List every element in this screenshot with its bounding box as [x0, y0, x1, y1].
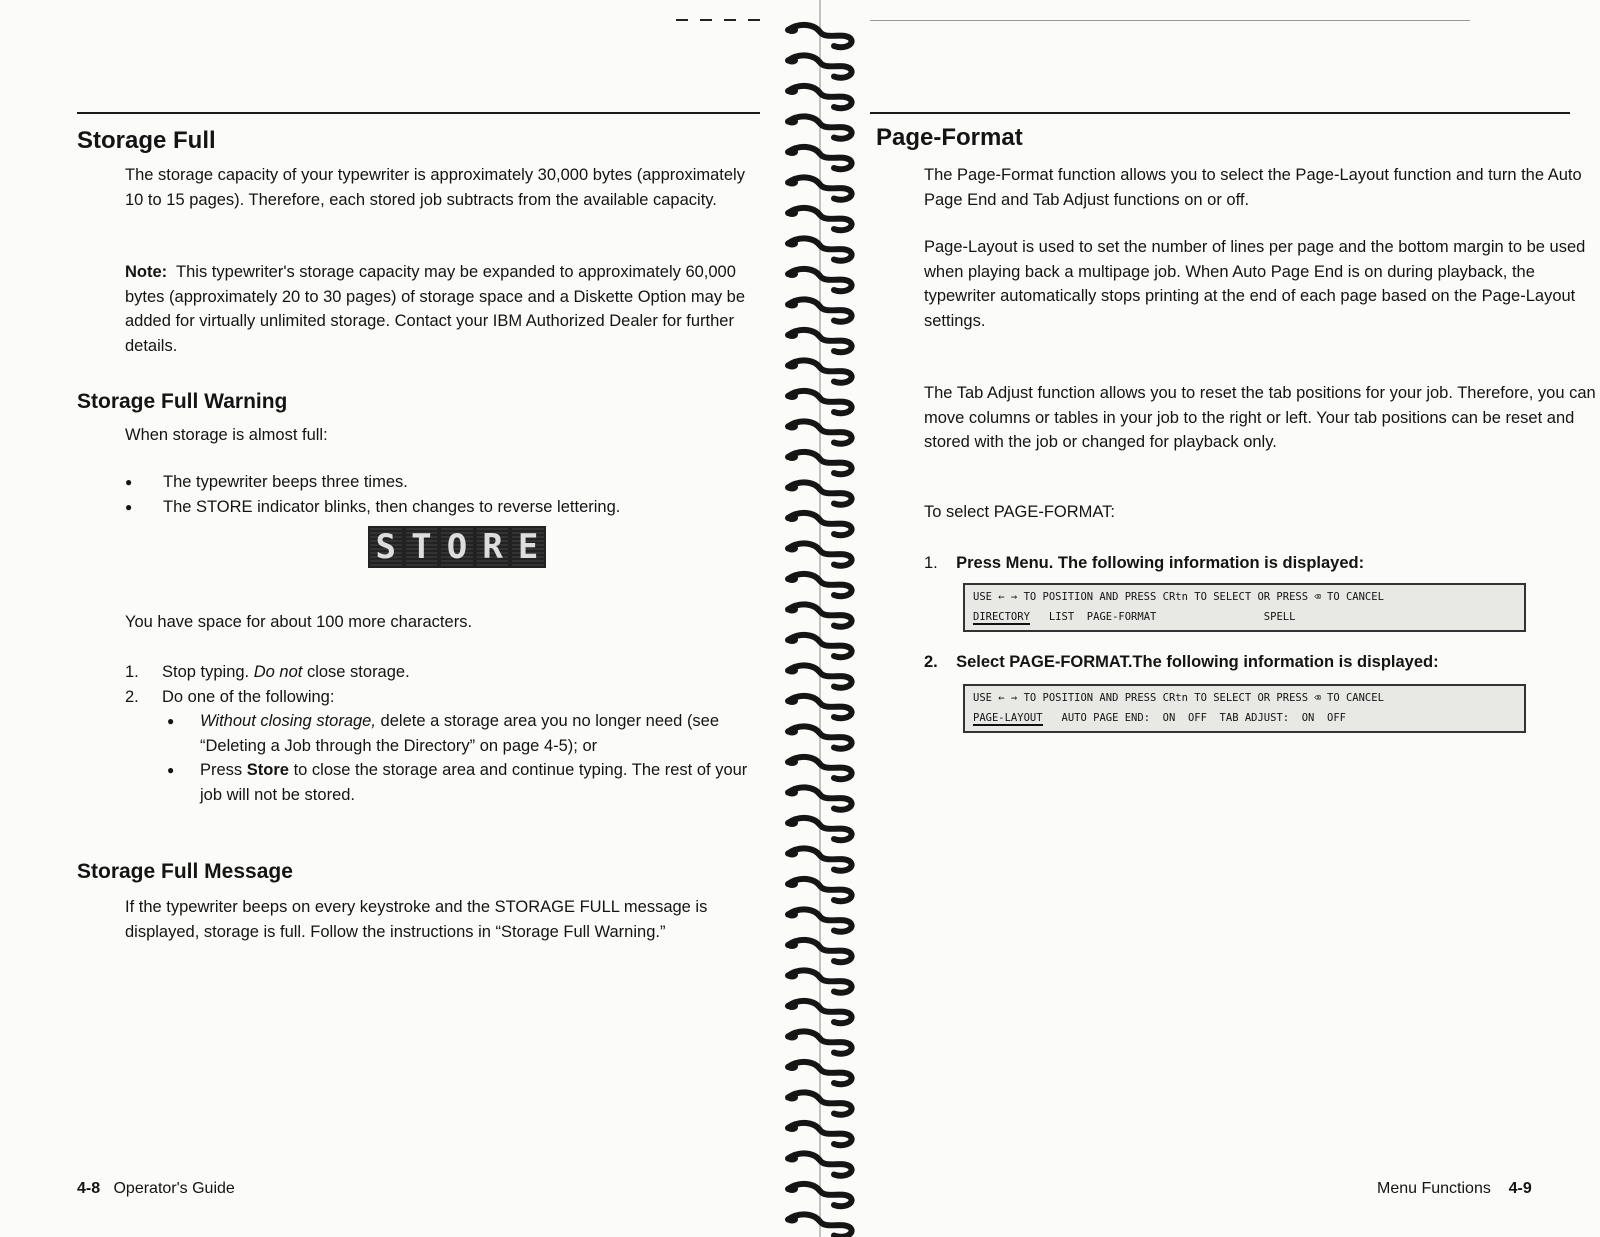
coil-hole	[786, 148, 798, 156]
menu-display-screen	[963, 583, 1526, 632]
coil-hole	[786, 392, 798, 400]
coil-hole	[786, 118, 798, 126]
coil-hole	[786, 57, 798, 65]
coil-hole	[786, 1063, 798, 1071]
coil-hole	[786, 26, 798, 34]
store-indicator-display	[368, 526, 546, 568]
step-1	[924, 551, 1600, 576]
guide-title: Operator's Guide	[113, 1180, 235, 1197]
bullet-icon: ●	[167, 763, 175, 777]
coil-hole	[786, 911, 798, 919]
section-title: Menu Functions	[1377, 1180, 1491, 1197]
warning-intro: When storage is almost full:	[125, 426, 328, 444]
header-rule	[870, 112, 1570, 114]
step-text: . The following information is displayed:	[1048, 554, 1365, 572]
coil-hole	[786, 880, 798, 888]
coil-hole	[786, 179, 798, 187]
right-footer	[1377, 1180, 1532, 1198]
coil-hole	[786, 331, 798, 339]
left-page	[0, 0, 780, 1237]
list-item	[125, 685, 760, 710]
coil-group	[786, 25, 852, 1237]
coil-hole	[786, 453, 798, 461]
step-number: 1.	[125, 663, 139, 681]
list-item: ● The typewriter beeps three times.	[125, 470, 760, 495]
screen-instruction: USE ← → TO POSITION AND PRESS CRtn TO SELECT OR PRESS ⌫ TO CANCEL	[973, 591, 1384, 603]
coil-hole	[786, 606, 798, 614]
coil-hole	[786, 575, 798, 583]
heading-storage-full-message: Storage Full Message	[77, 860, 293, 883]
coil-hole	[786, 636, 798, 644]
lcd-char: O	[441, 528, 473, 566]
coil-hole	[786, 362, 798, 370]
lcd-char: S	[370, 528, 402, 566]
list-item	[125, 758, 760, 807]
coil-hole	[786, 209, 798, 217]
heading-storage-full: Storage Full	[77, 127, 216, 154]
coil-hole	[786, 728, 798, 736]
coil-hole	[786, 1033, 798, 1041]
screen-selected-item: DIRECTORY	[973, 611, 1030, 623]
heading-page-format: Page-Format	[876, 124, 1023, 151]
screen-menu-items: LIST PAGE-FORMAT SPELL	[1029, 611, 1296, 623]
screen-menu-items: AUTO PAGE END: ON OFF TAB ADJUST: ON OFF	[1042, 712, 1346, 724]
space-remaining-text: You have space for about 100 more characters.	[125, 613, 473, 631]
step-2	[924, 650, 1600, 675]
coil-hole	[786, 789, 798, 797]
coil-hole	[786, 972, 798, 980]
coil-hole	[786, 1185, 798, 1193]
coil-hole	[786, 1216, 798, 1224]
coil-hole	[786, 850, 798, 858]
coil-hole	[786, 514, 798, 522]
coil-hole	[786, 545, 798, 553]
key-name: Menu	[1005, 554, 1049, 572]
note-paragraph	[125, 260, 760, 358]
step-text: Press	[956, 554, 1002, 572]
bullet-icon: ●	[167, 714, 175, 728]
page-number: 4-9	[1508, 1180, 1532, 1197]
spiral-binding	[770, 0, 870, 1237]
coil-hole	[786, 819, 798, 827]
sub-emphasis: Without closing storage,	[200, 712, 376, 730]
steps-list	[125, 660, 760, 807]
step-text: Do one of the following:	[162, 687, 335, 706]
list-item	[125, 660, 760, 685]
coil-hole	[786, 758, 798, 766]
step-number: 2.	[125, 687, 139, 706]
coil-hole	[786, 1155, 798, 1163]
storage-capacity-paragraph: The storage capacity of your typewriter is approximately 30,000 bytes (approximately 10 to 15 pages). Therefore, each stored job subtracts from the available capacity.	[125, 166, 745, 209]
tab-adjust-paragraph: The Tab Adjust function allows you to reset the tab positions for your job. Therefore, you can move columns or tables in your job to the right or left. Your tab positions can be reset and stored with the job or changed for playback only.	[924, 384, 1596, 451]
warning-list	[125, 470, 760, 519]
step-text: Select PAGE-FORMAT.The following information is displayed:	[956, 653, 1439, 671]
step-emphasis: Do not	[253, 663, 303, 681]
page-layout-paragraph: Page-Layout is used to set the number of lines per page and the bottom margin to be used when playing back a multipage job. When Auto Page End is on during playback, the typewriter automatically stops printing at the end of each page based on the Page-Layout settings.	[924, 238, 1586, 330]
lcd-char: R	[477, 528, 509, 566]
coil-hole	[786, 270, 798, 278]
list-item: ● The STORE indicator blinks, then changes to reverse lettering.	[125, 495, 760, 520]
top-edge-line	[870, 20, 1470, 21]
coil-hole	[786, 941, 798, 949]
sub-text: to close the storage area and continue typing. The rest of your job will not be stored.	[200, 761, 748, 804]
key-name: Store	[246, 761, 289, 779]
sub-text: delete a storage area you no longer need (see “Deleting a Job through the Directory” on page 4-5); or	[200, 712, 720, 755]
coil-hole	[786, 1002, 798, 1010]
sub-text: Press	[200, 761, 243, 779]
step-number: 1.	[924, 554, 938, 572]
screen-selected-item: PAGE-LAYOUT	[973, 712, 1043, 724]
list-item	[125, 709, 760, 758]
step-number: 2.	[924, 653, 938, 671]
heading-storage-full-warning: Storage Full Warning	[77, 390, 288, 413]
select-intro: To select PAGE-FORMAT:	[924, 503, 1116, 521]
coil-hole	[786, 1124, 798, 1132]
screen-instruction: USE ← → TO POSITION AND PRESS CRtn TO SELECT OR PRESS ⌫ TO CANCEL	[973, 692, 1384, 704]
lcd-char: E	[512, 528, 544, 566]
step-text: close storage.	[306, 663, 410, 681]
note-text: This typewriter's storage capacity may be expanded to approximately 60,000 bytes (approximately 20 to 30 pages) of storage space and a Diskette Option may be added for virtually unlimited storage. Contact your IBM Authorized Dealer for further details.	[125, 263, 746, 355]
message-paragraph: If the typewriter beeps on every keystroke and the STORAGE FULL message is displayed, storage is full. Follow the instructions in “Storage Full Warning.”	[125, 898, 708, 941]
step-text: Stop typing.	[162, 663, 250, 681]
note-label: Note:	[125, 263, 168, 281]
coil-hole	[786, 697, 798, 705]
page-number: 4-8	[77, 1180, 101, 1197]
page-format-paragraph: The Page-Format function allows you to select the Page-Layout function and turn the Auto Page End and Tab Adjust functions on or off.	[924, 166, 1582, 209]
coil-hole	[786, 484, 798, 492]
coil-hole	[786, 1094, 798, 1102]
coil-hole	[786, 240, 798, 248]
left-footer	[77, 1180, 235, 1198]
coil-hole	[786, 667, 798, 675]
right-page	[870, 0, 1600, 1237]
lcd-char: T	[406, 528, 438, 566]
coil-hole	[786, 301, 798, 309]
coil-hole	[786, 423, 798, 431]
header-rule	[77, 112, 760, 114]
coil-hole	[786, 87, 798, 95]
page-format-display-screen	[963, 684, 1526, 733]
